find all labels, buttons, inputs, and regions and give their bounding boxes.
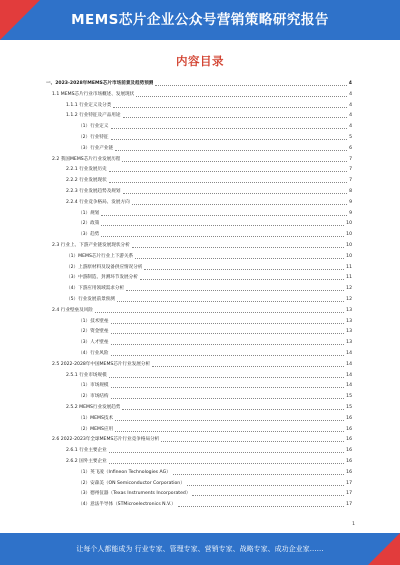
toc-entry[interactable] [78,220,352,228]
toc-entry-page: 4 [349,113,352,119]
toc-leader-dots [132,204,347,205]
toc-entry[interactable] [52,307,352,315]
toc-entry-page: 15 [346,394,352,400]
toc-entry-text: （3）人才壁垒 [78,340,109,346]
toc-entry-page: 16 [346,448,352,454]
toc-entry-page: 13 [346,307,352,313]
toc-entry[interactable] [66,274,352,282]
toc-entry-page: 10 [346,221,352,227]
toc-entry-page: 17 [346,491,352,497]
toc-entry-text: 2.6 2022-2023年全球MEMS芯片行业竞争格局分析 [52,437,160,443]
toc-leader-dots [101,225,344,226]
toc-heading: 内容目录 [176,54,224,68]
toc-leader-dots [140,279,344,280]
toc-entry-text: （1）MEMS芯片行业上下游关系 [66,253,134,259]
toc-entry-page: 10 [346,243,352,248]
toc-entry-text: （2）上游原材料及设备供应情况分析 [66,264,143,270]
toc-leader-dots [113,107,347,108]
toc-entry-text: （3）德州仪器（Texas Instruments Incorporated） [78,491,191,497]
toc-entry-text: 2.4 行业壁垒及风险 [52,307,93,313]
toc-leader-dots [123,117,348,118]
toc-leader-dots [152,366,344,367]
toc-entry-text: 2.2.3 行业发展趋势及规划 [66,189,121,194]
toc-entry[interactable] [78,415,352,423]
toc-leader-dots [109,182,347,183]
toc-entry[interactable] [46,80,352,88]
page-number: 1 [352,522,355,527]
toc-leader-dots [95,312,344,313]
toc-entry[interactable] [66,458,352,466]
toc-entry-page: 11 [346,264,352,270]
toc-entry-page: 10 [346,253,352,259]
toc-entry[interactable] [66,102,352,110]
toc-entry-text: （2）资金壁垒 [78,329,109,335]
toc-leader-dots [111,333,345,334]
toc-entry-text: 2.5.2 MEMS行业发展趋势 [66,405,121,410]
toc-entry-text: 1.1.1 行业定义及分类 [66,102,112,108]
toc-leader-dots [122,409,344,410]
toc-leader-dots [123,193,348,194]
toc-entry-page: 13 [346,340,352,346]
toc-entry-page: 7 [349,156,352,162]
toc-entry[interactable] [66,253,352,261]
toc-entry-text: （4）下游应用领域需求分析 [66,286,125,292]
toc-leader-dots [192,495,344,496]
toc-entry-page: 15 [346,405,352,410]
toc-entry-text: 2.2 我国MEMS芯片行业发展历程 [52,156,121,162]
toc-entry-text: （4）意法半导体（STMicroelectronics N.V.） [78,502,176,508]
toc-entry[interactable] [78,501,352,509]
toc-entry[interactable] [78,469,352,477]
toc-entry-text: 2.5 2022-2028年中国MEMS芯片行业发展分析 [52,361,151,367]
toc-leader-dots [155,85,346,86]
toc-leader-dots [109,452,344,453]
toc-entry[interactable] [78,123,352,131]
toc-leader-dots [115,431,344,432]
toc-entry-text: 2.6.2 国外主要企业 [66,459,107,464]
toc-entry[interactable] [78,490,352,498]
toc-entry-text: 2.6.1 行业主要企业 [66,448,107,454]
toc-leader-dots [111,398,345,399]
toc-leader-dots [101,236,344,237]
toc-leader-dots [173,474,344,475]
toc-entry-text: 2.2.2 行业发展现状 [66,178,107,184]
toc-entry-page: 4 [349,91,352,97]
toc-entry[interactable] [66,188,352,196]
toc-entry-page: 12 [346,297,352,302]
toc-entry-page: 4 [349,102,352,108]
toc-entry-page: 5 [349,135,352,140]
toc-entry[interactable] [66,404,352,412]
toc-entry[interactable] [78,210,352,218]
toc-entry-page: 16 [346,437,352,443]
toc-leader-dots [187,485,344,486]
toc-entry-text: （1）规划 [78,210,100,216]
toc-entry-page: 14 [346,361,352,367]
toc-entry[interactable] [78,480,352,488]
toc-leader-dots [111,128,348,129]
toc-entry[interactable] [78,231,352,239]
toc-leader-dots [161,441,344,442]
toc-entry[interactable] [52,91,352,99]
toc-leader-dots [178,506,344,507]
toc-entry-page: 7 [349,167,352,173]
toc-entry-text: 1.1 MEMS芯片行业市场概述、发展现状 [52,91,135,97]
toc-leader-dots [101,215,347,216]
toc-entry-page: 16 [346,415,352,421]
toc-entry-text: （2）行业特征 [78,135,109,140]
toc-entry[interactable] [78,134,352,142]
toc-entry-page: 14 [346,351,352,356]
toc-entry-text: 2.2.1 行业发展历史 [66,167,107,173]
toc-leader-dots [115,150,347,151]
toc-entry[interactable] [78,426,352,434]
toc-entry[interactable] [78,350,352,358]
toc-entry-text: （1）英飞凌（Infineon Technologies AG） [78,469,171,475]
toc-entry-text: （3）行业产业链 [78,145,114,151]
report-title: MEMS芯片企业公众号营销策略研究报告 [71,12,329,28]
footer-slogan: 让每个人都能成为 行业专家、管理专家、营销专家、战略专家、成功企业家…… [76,545,324,553]
toc-entry-text: （4）行业风险 [78,351,109,356]
toc-entry[interactable] [66,112,352,120]
toc-entry-text: 2.2.4 行业竞争格局、发展方向 [66,199,130,205]
toc-entry[interactable] [78,382,352,390]
toc-leader-dots [111,323,345,324]
toc-entry-page: 13 [346,329,352,335]
toc-entry-page: 14 [346,383,352,389]
toc-leader-dots [136,96,347,97]
toc-entry-page: 4 [348,81,352,86]
toc-entry-page: 6 [349,145,352,151]
toc-entry-page: 9 [349,199,352,205]
toc-leader-dots [135,258,344,259]
toc-entry-page: 13 [346,318,352,324]
toc-entry[interactable] [66,372,352,380]
toc-entry[interactable] [66,264,352,272]
toc-leader-dots [122,161,347,162]
toc-entry[interactable] [78,145,352,153]
toc-entry-text: （2）政策 [78,221,100,227]
toc-entry-text: 2.5.1 行业市场规模 [66,372,107,378]
toc-leader-dots [132,247,344,248]
toc-entry[interactable] [66,447,352,455]
toc-entry[interactable] [66,296,352,304]
toc-leader-dots [109,171,347,172]
toc-entry-text: （1）市场规模 [78,383,109,389]
toc-entry[interactable] [78,339,352,347]
toc-entry-page: 16 [346,459,352,464]
toc-entry[interactable] [52,436,352,444]
toc-entry-text: （5）行业发展前景预测 [66,297,115,302]
toc-leader-dots [111,139,348,140]
toc-entry-text: 2.3 行业上、下游产业链发展现状分析 [52,243,130,248]
toc-leader-dots [117,301,344,302]
toc-entry-text: 1.1.2 行业特征及产品用途 [66,113,121,119]
toc-entry[interactable] [66,166,352,174]
toc-entry[interactable] [52,242,352,250]
toc-leader-dots [111,387,345,388]
toc-entry-text: （1）行业定义 [78,124,109,130]
toc-entry-page: 12 [346,286,352,292]
toc-entry-page: 16 [346,469,352,475]
toc-entry-text: （2）MEMS应用 [78,426,114,432]
toc-entry-text: （3）趋势 [78,232,100,238]
toc-entry[interactable] [66,199,352,207]
toc-entry-page: 7 [349,178,352,184]
toc-entry[interactable] [52,156,352,164]
toc-entry-page: 10 [346,232,352,238]
toc-entry-page: 9 [349,210,352,216]
toc-entry-page: 8 [349,189,352,194]
toc-entry-page: 16 [346,426,352,432]
toc-entry-text: （2）安森美（ON Semiconductor Corporation） [78,480,185,486]
toc-leader-dots [111,344,345,345]
toc-entry-page: 11 [346,275,352,281]
toc-entry-text: （1）MEMS技术 [78,415,114,421]
toc-entry-text: （2）市场结构 [78,394,109,400]
toc-leader-dots [109,463,344,464]
toc-entry[interactable] [78,318,352,326]
toc-entry[interactable] [78,328,352,336]
toc-leader-dots [111,355,345,356]
toc-leader-dots [109,377,344,378]
toc-entry-page: 14 [346,372,352,378]
toc-entry-page: 4 [349,124,352,130]
toc-entry[interactable] [52,361,352,369]
toc-entry[interactable] [66,177,352,185]
toc-entry-page: 17 [346,480,352,486]
toc-entry-text: 一、2023-2028年MEMS芯片市场前景及趋势预测 [46,81,154,86]
toc-entry[interactable] [66,285,352,293]
toc-entry-page: 17 [346,502,352,508]
toc-leader-dots [126,290,344,291]
toc-entry-text: （3）中游制造、封测环节发展分析 [66,275,138,281]
toc-entry[interactable] [78,393,352,401]
toc-leader-dots [144,269,344,270]
toc-entry-text: （1）技术壁垒 [78,318,109,324]
toc-leader-dots [115,420,344,421]
